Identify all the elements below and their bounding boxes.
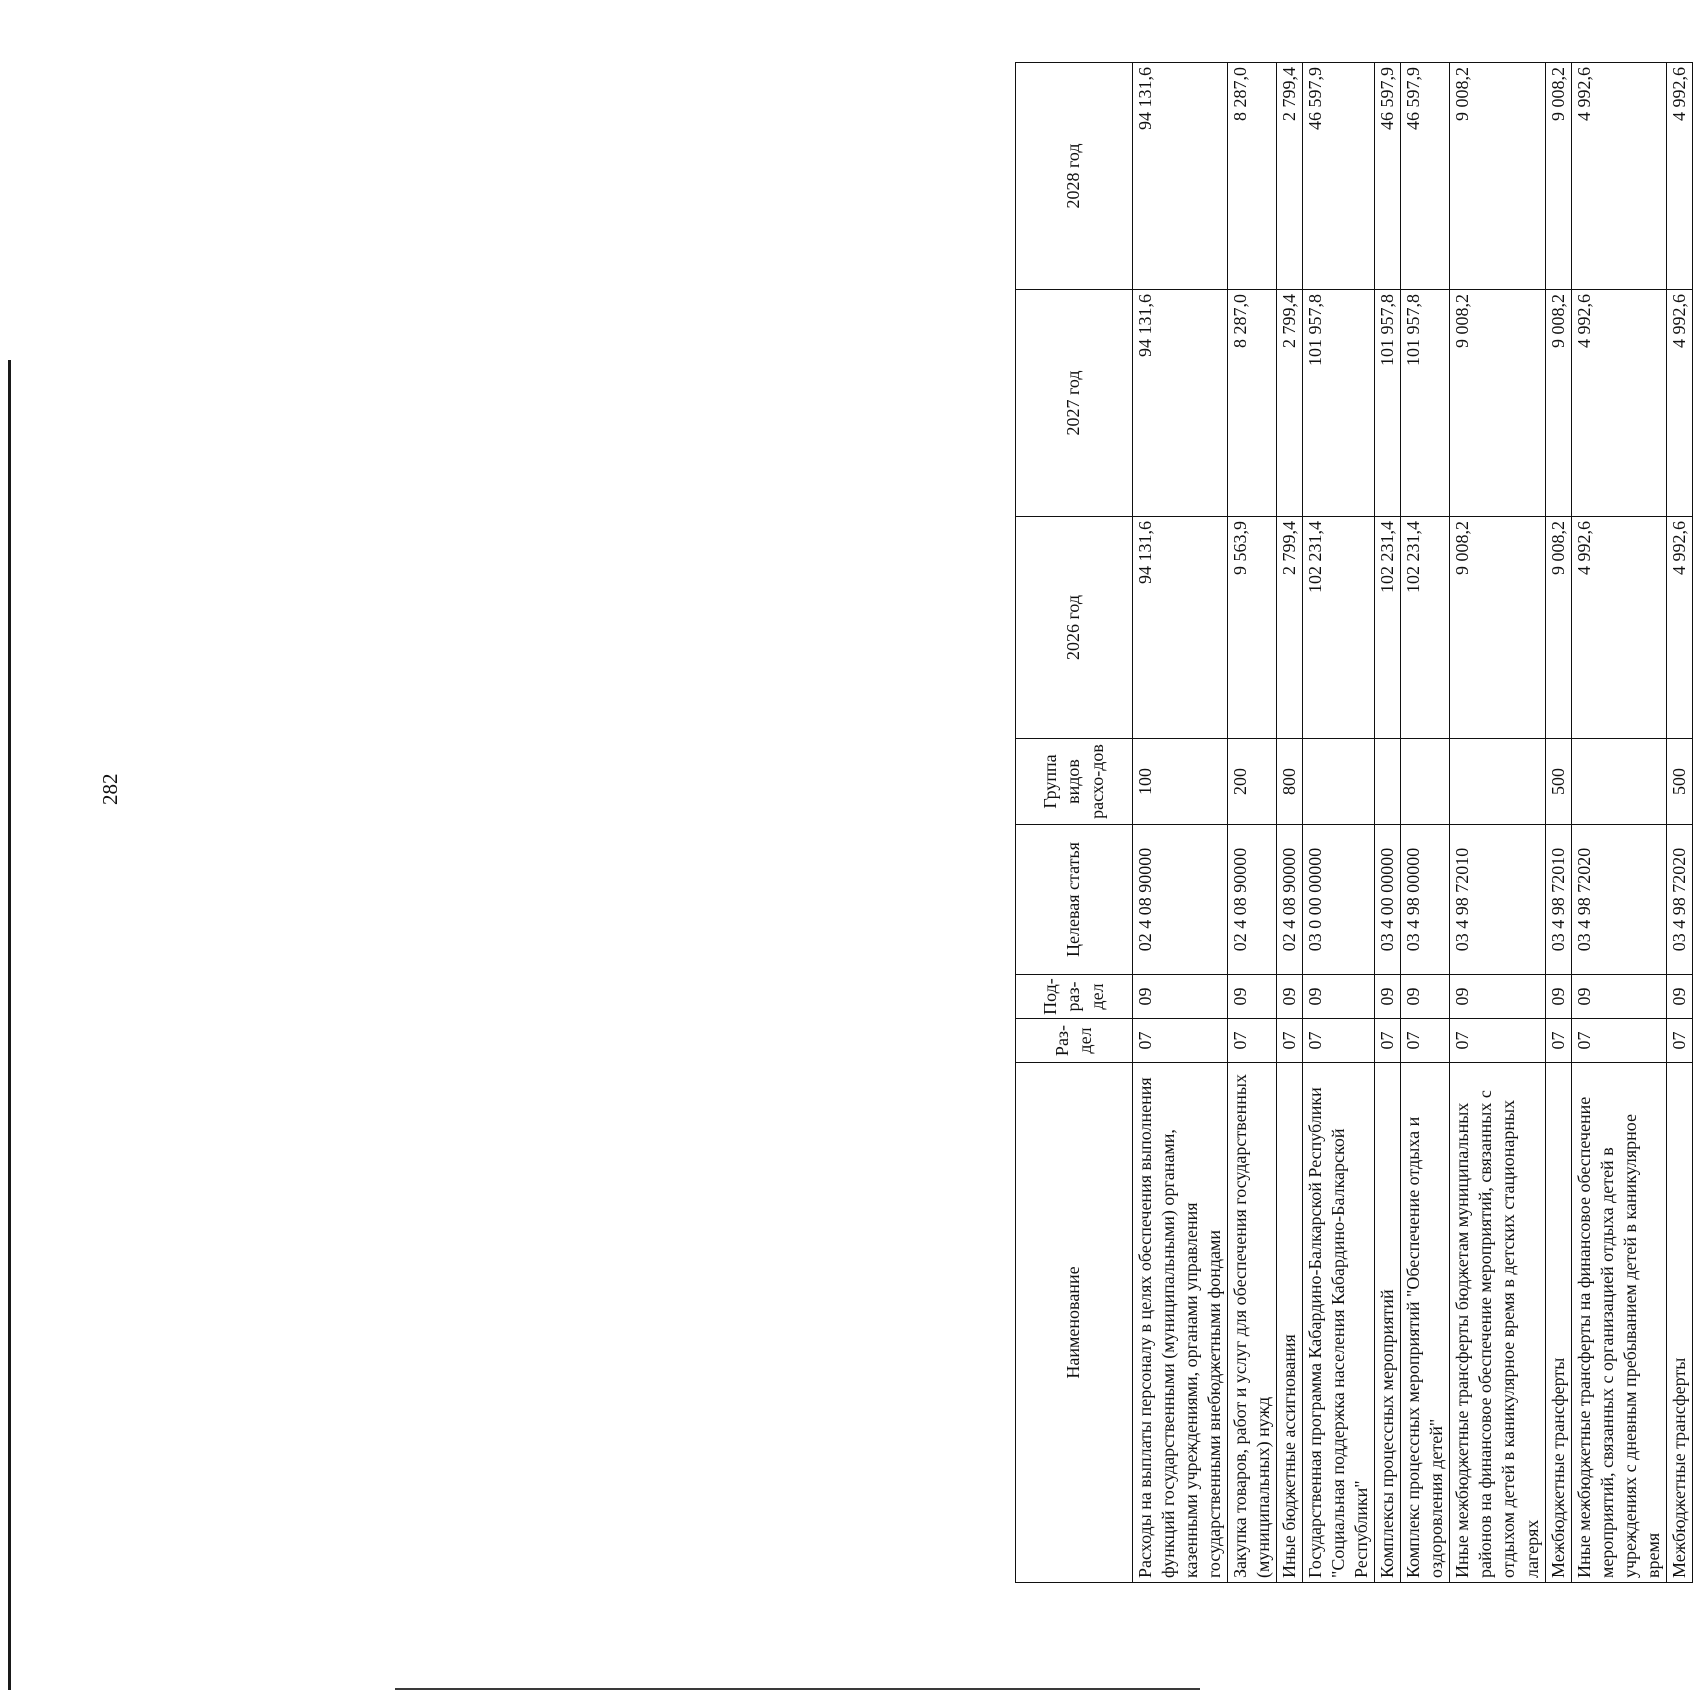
- cell-year-2028: 9 008,2: [1545, 63, 1571, 290]
- cell-target-article: 03 4 00 00000: [1375, 825, 1401, 975]
- cell-name: Иные бюджетные ассигнования: [1277, 1063, 1303, 1583]
- cell-year-2027: 9 008,2: [1450, 290, 1545, 517]
- cell-razdel: 07: [1277, 1019, 1303, 1063]
- cell-podrazdel: 09: [1450, 975, 1545, 1019]
- cell-year-2028: 9 008,2: [1450, 63, 1545, 290]
- header-razdel: Раз-дел: [1016, 1019, 1133, 1063]
- cell-name: Межбюджетные трансферты: [1545, 1063, 1571, 1583]
- table-row: [1133, 63, 1228, 1583]
- cell-target-article: 03 4 98 00000: [1401, 825, 1450, 975]
- cell-razdel: 07: [1228, 1019, 1277, 1063]
- cell-year-2026: 4 992,6: [1571, 517, 1666, 739]
- cell-razdel: 07: [1375, 1019, 1401, 1063]
- cell-razdel: 07: [1303, 1019, 1375, 1063]
- header-name: Наименование: [1016, 1063, 1133, 1583]
- cell-podrazdel: 09: [1228, 975, 1277, 1019]
- cell-expense-group: [1571, 739, 1666, 825]
- cell-year-2028: 4 992,6: [1666, 63, 1692, 290]
- cell-target-article: 03 0 00 00000: [1303, 825, 1375, 975]
- header-podrazdel: Под-раз-дел: [1016, 975, 1133, 1019]
- scan-left-edge: [8, 360, 11, 1690]
- cell-target-article: 03 4 98 72010: [1450, 825, 1545, 975]
- cell-year-2026: 2 799,4: [1277, 517, 1303, 739]
- cell-podrazdel: 09: [1666, 975, 1692, 1019]
- cell-year-2028: 46 597,9: [1375, 63, 1401, 290]
- header-year-2027: 2027 год: [1016, 290, 1133, 517]
- cell-year-2027: 94 131,6: [1133, 290, 1228, 517]
- cell-podrazdel: 09: [1375, 975, 1401, 1019]
- cell-podrazdel: 09: [1545, 975, 1571, 1019]
- cell-razdel: 07: [1666, 1019, 1692, 1063]
- cell-name: Комплексы процессных мероприятий: [1375, 1063, 1401, 1583]
- cell-year-2028: 8 287,0: [1228, 63, 1277, 290]
- cell-podrazdel: 09: [1571, 975, 1666, 1019]
- cell-year-2028: 46 597,9: [1401, 63, 1450, 290]
- table-row: [1228, 63, 1277, 1583]
- cell-year-2026: 9 008,2: [1450, 517, 1545, 739]
- table-header-row: [1016, 63, 1133, 1583]
- cell-expense-group: [1401, 739, 1450, 825]
- cell-podrazdel: 09: [1303, 975, 1375, 1019]
- cell-year-2027: 101 957,8: [1375, 290, 1401, 517]
- table-row: [1545, 63, 1571, 1583]
- cell-year-2028: 4 992,6: [1571, 63, 1666, 290]
- cell-year-2027: 2 799,4: [1277, 290, 1303, 517]
- page-number: 282: [98, 773, 122, 805]
- cell-expense-group: 100: [1133, 739, 1228, 825]
- cell-target-article: 03 4 98 72020: [1571, 825, 1666, 975]
- cell-year-2027: 101 957,8: [1303, 290, 1375, 517]
- header-year-2028: 2028 год: [1016, 63, 1133, 290]
- cell-year-2028: 94 131,6: [1133, 63, 1228, 290]
- cell-year-2028: 2 799,4: [1277, 63, 1303, 290]
- cell-razdel: 07: [1571, 1019, 1666, 1063]
- cell-expense-group: 500: [1545, 739, 1571, 825]
- cell-expense-group: [1303, 739, 1375, 825]
- cell-target-article: 02 4 08 90000: [1133, 825, 1228, 975]
- budget-table-rotated: [1015, 63, 1693, 1583]
- cell-year-2026: 94 131,6: [1133, 517, 1228, 739]
- cell-razdel: 07: [1450, 1019, 1545, 1063]
- cell-name: Государственная программа Кабардино-Балкарской Республики "Социальная поддержка населения Кабардино-Балкарской Республики": [1303, 1063, 1375, 1583]
- header-year-2026: 2026 год: [1016, 517, 1133, 739]
- table-row: [1277, 63, 1303, 1583]
- cell-year-2026: 4 992,6: [1666, 517, 1692, 739]
- table-row: [1450, 63, 1545, 1583]
- cell-year-2026: 102 231,4: [1375, 517, 1401, 739]
- cell-year-2026: 9 563,9: [1228, 517, 1277, 739]
- table-row: [1571, 63, 1666, 1583]
- cell-year-2026: 102 231,4: [1303, 517, 1375, 739]
- cell-name: Расходы на выплаты персоналу в целях обеспечения выполнения функций государственными (муниципальными) органами, казенными учреждениями, органами управления государственными внебюджетными фондами: [1133, 1063, 1228, 1583]
- cell-name: Иные межбюджетные трансферты бюджетам муниципальных районов на финансовое обеспечение мероприятий, связанных с отдыхом детей в каникулярное время в детских стационарных лагерях: [1450, 1063, 1545, 1583]
- cell-expense-group: [1450, 739, 1545, 825]
- cell-target-article: 02 4 08 90000: [1277, 825, 1303, 975]
- cell-year-2027: 4 992,6: [1571, 290, 1666, 517]
- cell-podrazdel: 09: [1133, 975, 1228, 1019]
- cell-year-2027: 8 287,0: [1228, 290, 1277, 517]
- cell-year-2028: 46 597,9: [1303, 63, 1375, 290]
- table-row: [1401, 63, 1450, 1583]
- cell-target-article: 03 4 98 72020: [1666, 825, 1692, 975]
- header-expense-group: Группа видов расхо-дов: [1016, 739, 1133, 825]
- table-row: [1303, 63, 1375, 1583]
- cell-year-2026: 9 008,2: [1545, 517, 1571, 739]
- cell-target-article: 02 4 08 90000: [1228, 825, 1277, 975]
- budget-table: [1015, 62, 1693, 1583]
- cell-year-2027: 101 957,8: [1401, 290, 1450, 517]
- table-row: [1666, 63, 1692, 1583]
- cell-expense-group: 800: [1277, 739, 1303, 825]
- cell-razdel: 07: [1401, 1019, 1450, 1063]
- cell-razdel: 07: [1133, 1019, 1228, 1063]
- cell-name: Закупка товаров, работ и услуг для обеспечения государственных (муниципальных) нужд: [1228, 1063, 1277, 1583]
- scan-bottom-edge: [395, 1688, 1200, 1690]
- cell-name: Межбюджетные трансферты: [1666, 1063, 1692, 1583]
- header-target-article: Целевая статья: [1016, 825, 1133, 975]
- cell-target-article: 03 4 98 72010: [1545, 825, 1571, 975]
- cell-name: Комплекс процессных мероприятий "Обеспечение отдыха и оздоровления детей": [1401, 1063, 1450, 1583]
- table-row: [1375, 63, 1401, 1583]
- cell-name: Иные межбюджетные трансферты на финансовое обеспечение мероприятий, связанных с организацией отдыха детей в учреждениях с дневным пребыванием детей в каникулярное время: [1571, 1063, 1666, 1583]
- cell-year-2027: 9 008,2: [1545, 290, 1571, 517]
- cell-expense-group: 200: [1228, 739, 1277, 825]
- cell-year-2027: 4 992,6: [1666, 290, 1692, 517]
- cell-year-2026: 102 231,4: [1401, 517, 1450, 739]
- cell-podrazdel: 09: [1277, 975, 1303, 1019]
- cell-expense-group: [1375, 739, 1401, 825]
- cell-razdel: 07: [1545, 1019, 1571, 1063]
- cell-podrazdel: 09: [1401, 975, 1450, 1019]
- cell-expense-group: 500: [1666, 739, 1692, 825]
